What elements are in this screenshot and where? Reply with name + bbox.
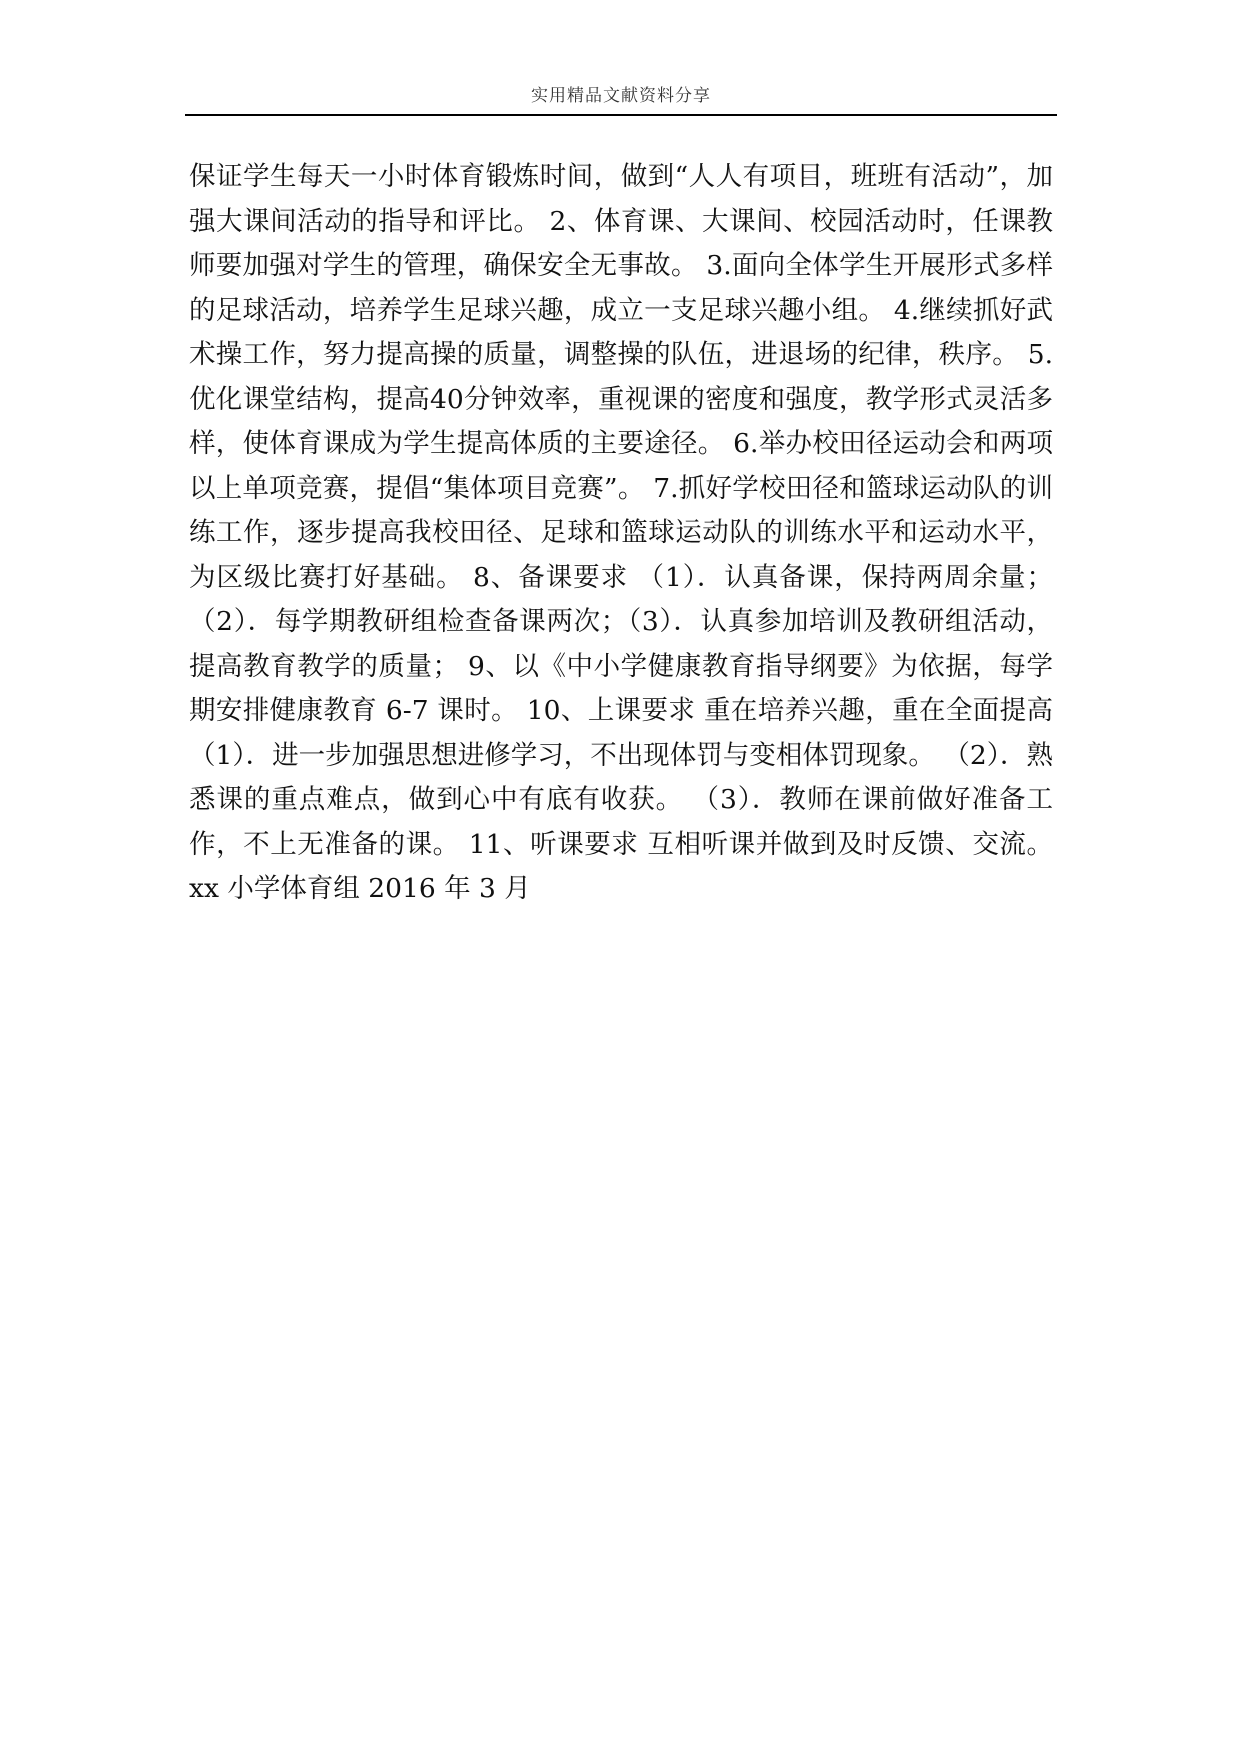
body-paragraph: 保证学生每天一小时体育锻炼时间，做到“人人有项目，班班有活动”，加强大课间活动的指导和评比。 2、体育课、大课间、校园活动时，任课教师要加强对学生的管理，确保安全无事故。 3.面向全体学生开展形式多样的足球活动，培养学生足球兴趣，成立一支足球兴趣小组。 4.继续抓好武术操工作，努力提高操的质量，调整操的队伍，进退场的纪律，秩序。 5.优化课堂结构，提高40分钟效率，重视课的密度和强度，教学形式灵活多样，使体育课成为学生提高体质的主要途径。 6.举办校田径运动会和两项以上单项竞赛，提倡“集体项目竞赛”。 7.抓好学校田径和篮球运动队的训练工作，逐步提高我校田径、足球和篮球运动队的训练水平和运动水平，为区级比赛打好基础。 8、备课要求 （1）．认真备课，保持两周余量；（2）．每学期教研组检查备课两次；（3）．认真参加培训及教研组活动，提高教育教学的质量； 9、以《中小学健康教育指导纲要》为依据，每学期安排健康教育 6-7 课时。 10、上课要求 重在培养兴趣，重在全面提高 （1）．进一步加强思想进修学习，不出现体罚与变相体罚现象。 （2）．熟悉课的重点难点，做到心中有底有收获。 （3）．教师在课前做好准备工作，不上无准备的课。 11、听课要求 互相听课并做到及时反馈、交流。 xx 小学体育组 2016 年 3 月	[189, 161, 1053, 904]
page-header: 实用精品文献资料分享	[531, 86, 711, 106]
header-divider	[185, 114, 1057, 116]
